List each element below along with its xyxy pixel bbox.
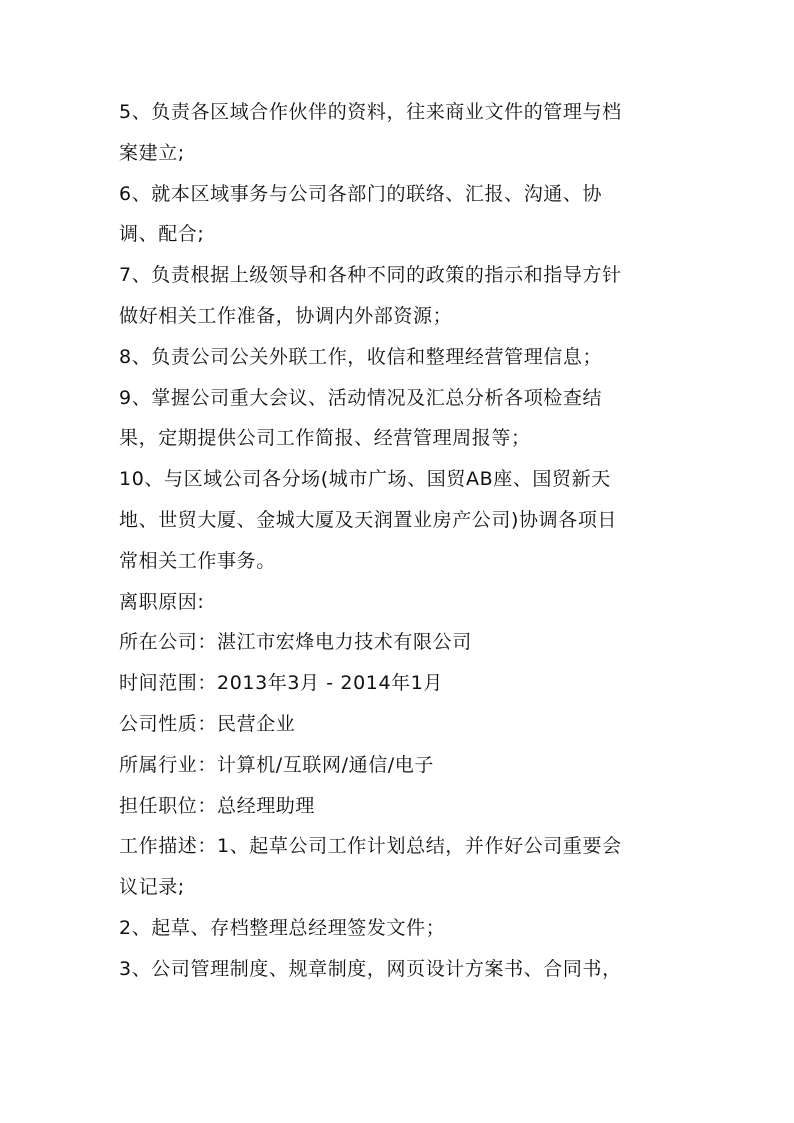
company-type-field: 公司性质：民营企业 [119,712,296,735]
industry-field: 所属行业：计算机/互联网/通信/电子 [119,753,435,776]
text-line: 做好相关工作准备，协调内外部资源； [119,304,453,327]
text-line: 6、就本区域事务与公司各部门的联络、汇报、沟通、协 [119,182,603,205]
text-line: 9、掌握公司重大会议、活动情况及汇总分析各项检查结 [119,386,603,409]
document-body [119,92,679,990]
text-line: 5、负责各区域合作伙伴的资料，往来商业文件的管理与档 [119,101,622,123]
company-field: 所在公司：湛江市宏烽电力技术有限公司 [119,631,472,654]
text-line: 调、配合; [119,223,205,246]
text-line: 8、负责公司公关外联工作，收信和整理经营管理信息； [119,345,603,368]
text-line: 案建立; [119,141,185,164]
text-line: 10、与区域公司各分场(城市广场、国贸AB座、国贸新天 [119,468,611,491]
text-line: 常相关工作事务。 [119,549,276,572]
job-description-line: 2、起草、存档整理总经理签发文件； [119,916,446,939]
period-field: 时间范围：2013年3月 - 2014年1月 [119,672,444,695]
text-line: 地、世贸大厦、金城大厦及天润置业房产公司)协调各项日 [119,508,618,531]
text-line: 7、负责根据上级领导和各种不同的政策的指示和指导方针 [119,264,622,287]
job-description-line: 议记录; [119,876,185,899]
job-description-line: 工作描述：1、起草公司工作计划总结，并作好公司重要会 [119,835,622,858]
position-field: 担任职位：总经理助理 [119,794,316,817]
text-line: 果，定期提供公司工作简报、经营管理周报等； [119,427,531,450]
section-label: 离职原因: [119,590,205,613]
job-description-line: 3、公司管理制度、规章制度，网页设计方案书、合同书， [119,957,622,980]
